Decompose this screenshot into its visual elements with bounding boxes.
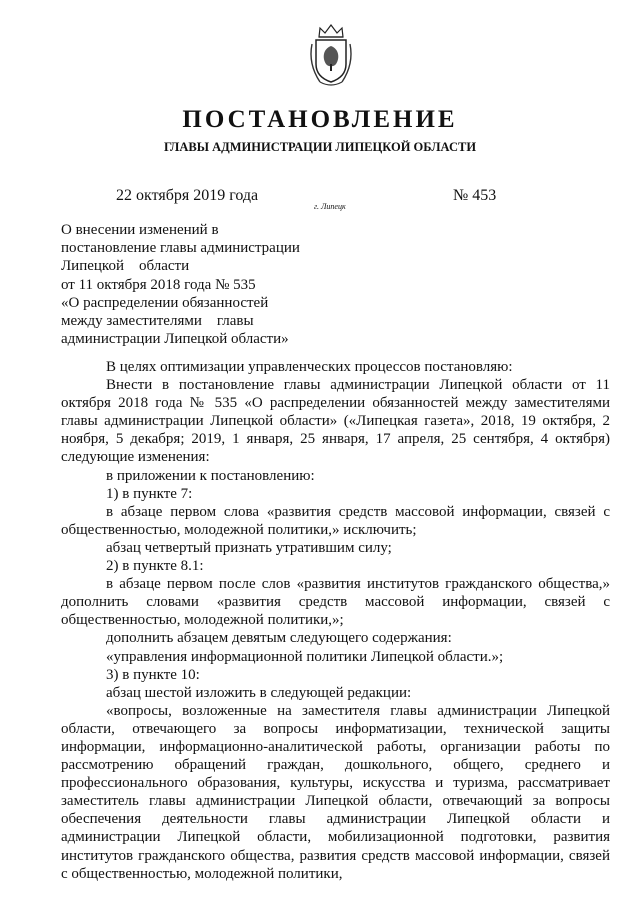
document-title: ПОСТАНОВЛЕНИЕ — [182, 106, 458, 133]
subject-line: администрации Липецкой области» — [61, 331, 289, 348]
document-place: г. Липецк — [314, 202, 346, 211]
body-paragraph: абзац шестой изложить в следующей редакции: — [106, 684, 412, 701]
body-paragraph: абзац четвертый признать утратившим силу; — [106, 539, 392, 556]
body-paragraph: 3) в пункте 10: — [106, 666, 200, 683]
body-paragraph: Внести в постановление главы администрации Липецкой области от 11 октября 2018 года № 535 «О распределении обязанностей между заместителями главы администрации Липецкой области» («Липецкая газета», 2018, 19 октября, 2 ноября, 5 декабря; 2019, 1 января, 25 января, 17 апреля, 25 сентября, 4 октября) следующие изменения: — [61, 377, 610, 466]
coat-of-arms-emblem — [306, 22, 356, 92]
document-date: 22 октября 2019 года — [116, 187, 259, 204]
body-paragraph: 1) в пункте 7: — [106, 485, 193, 502]
body-paragraph: «управления информационной политики Липецкой области.»; — [106, 648, 504, 665]
subject-line: постановление главы администрации — [61, 240, 300, 257]
document-subject — [61, 221, 361, 348]
subject-line: между заместителями главы — [61, 313, 254, 330]
body-paragraph: в абзаце первом после слов «развития институтов гражданского общества,» дополнить словами «развития средств массовой информации, связей с общественностью, молодежной политики,»; — [61, 576, 610, 629]
subject-line: Липецкой области — [61, 258, 190, 275]
subject-line: «О распределении обязанностей — [61, 294, 269, 311]
body-paragraph: дополнить абзацем девятым следующего содержания: — [106, 630, 452, 647]
body-paragraph: в приложении к постановлению: — [106, 467, 315, 484]
document-number: № 453 — [453, 187, 497, 204]
body-paragraph: «вопросы, возложенные на заместителя главы администрации Липецкой области, отвечающего за вопросы информатизации, технической защиты информации, информационно-аналитической работы, организации работы по рассмотрению обращений граждан, дошкольного, общего, среднего и профессионального образования, культуры, искусства и туризма, рассматривает заместитель главы администрации Липецкой области, отвечающий за вопросы обеспечения деятельности главы администрации Липецкой области и администрации Липецкой области, мобилизационной подготовки, развития институтов гражданского общества, развития средств массовой информации, связей с общественностью, молодежной политики, — [61, 702, 610, 882]
body-paragraph: 2) в пункте 8.1: — [106, 558, 204, 575]
document-subtitle: ГЛАВЫ АДМИНИСТРАЦИИ ЛИПЕЦКОЙ ОБЛАСТИ — [163, 140, 477, 154]
subject-line: от 11 октября 2018 года № 535 — [61, 276, 256, 293]
subject-line: О внесении изменений в — [61, 222, 219, 238]
document-body — [61, 358, 610, 883]
body-paragraph: В целях оптимизации управленческих процессов постановляю: — [106, 359, 513, 375]
body-paragraph: в абзаце первом слова «развития средств массовой информации, связей с общественностью, молодежной политики,» исключить; — [61, 503, 610, 538]
